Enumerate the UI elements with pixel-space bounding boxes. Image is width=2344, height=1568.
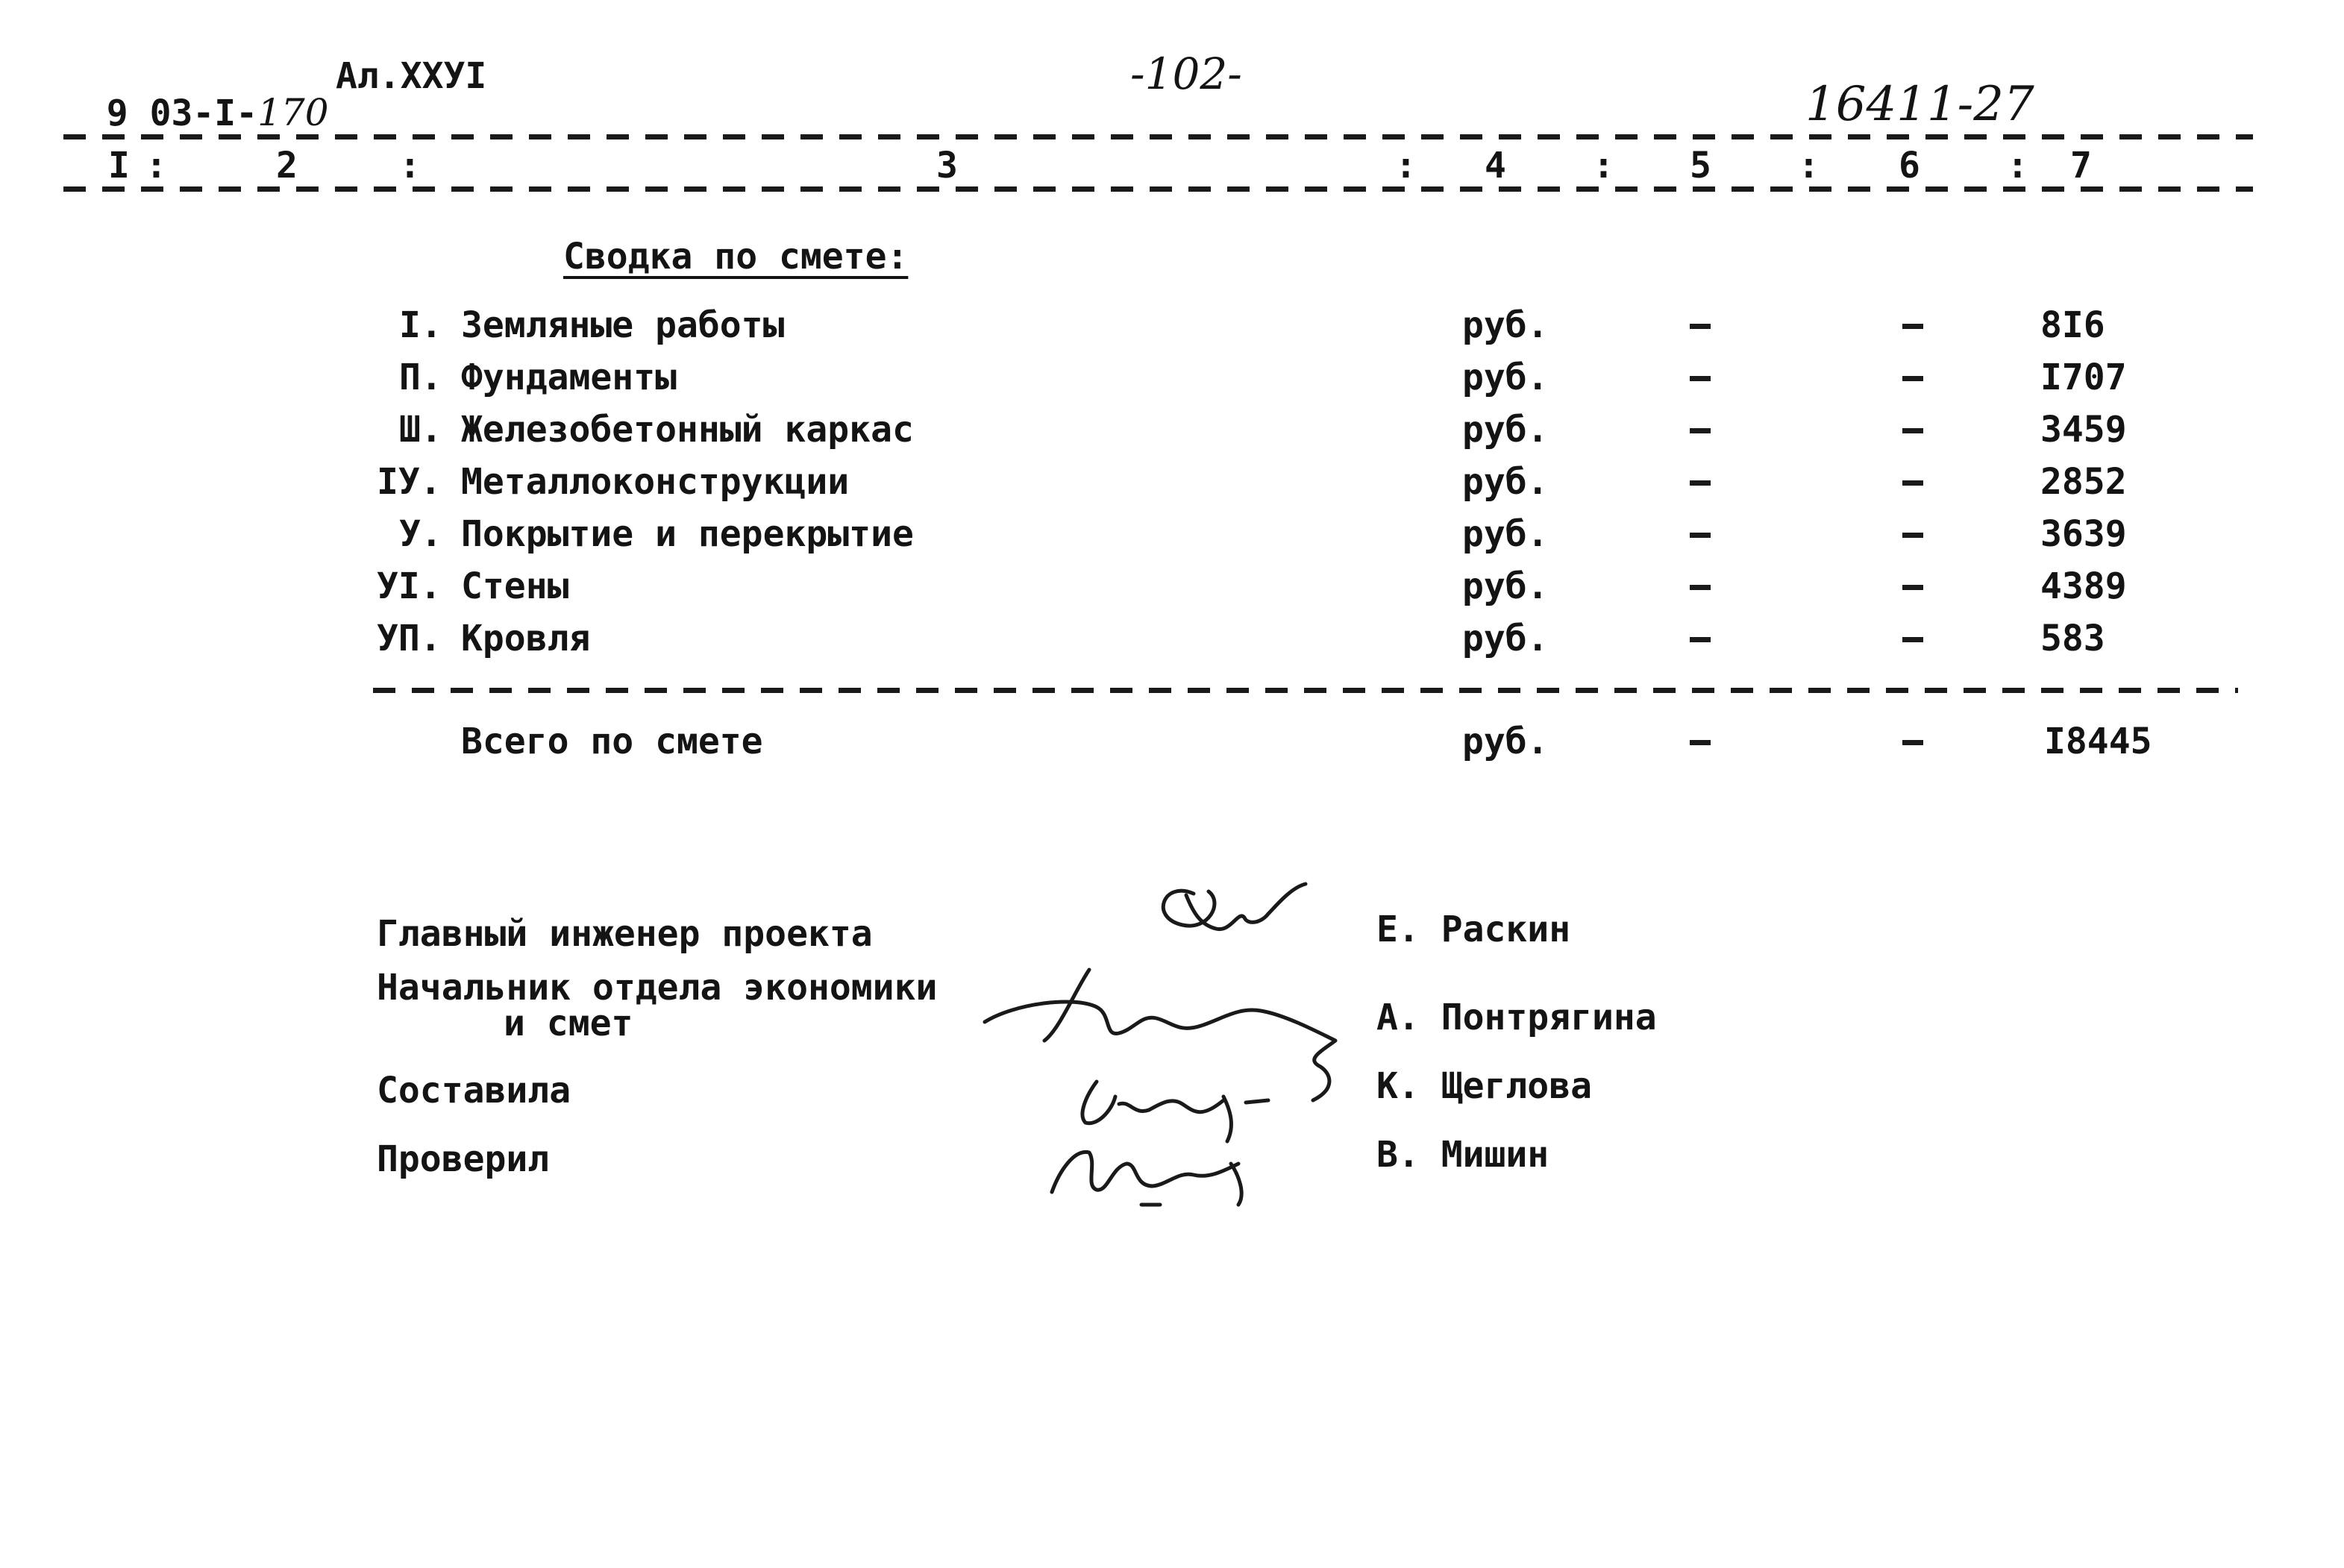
column-separator: : xyxy=(399,145,421,186)
signature-raskin xyxy=(1163,884,1306,929)
row-number: У. xyxy=(399,513,442,555)
row-name: Фундаменты xyxy=(461,357,677,398)
column-separator: : xyxy=(1593,145,1614,186)
column-separator: : xyxy=(145,145,167,186)
signatory-name: Е. Раскин xyxy=(1376,909,1571,950)
row-total: 583 xyxy=(2040,618,2105,659)
total-label: Всего по смете xyxy=(461,721,763,762)
signature-role: Проверил xyxy=(377,1138,550,1180)
document-code-handwritten: 170 xyxy=(257,91,329,134)
row-name: Металлоконструкции xyxy=(461,461,850,503)
row-number: IУ. xyxy=(377,461,442,503)
row-total: I707 xyxy=(2040,357,2127,398)
row-name: Кровля xyxy=(461,618,591,659)
signatory-name: В. Мишин xyxy=(1376,1134,1549,1176)
signature-mishin xyxy=(1052,1152,1241,1205)
row-unit: руб. xyxy=(1462,565,1549,607)
column-number-1: I xyxy=(108,145,130,186)
row-number: УI. xyxy=(377,565,442,607)
row-unit: руб. xyxy=(1462,513,1549,555)
signature-role-continued: и смет xyxy=(504,1003,633,1044)
inventory-number: 16411-27 xyxy=(1805,77,2034,132)
row-number: Ш. xyxy=(399,409,442,451)
album-number: Ал.XXУI xyxy=(336,55,487,97)
row-unit: руб. xyxy=(1462,357,1549,398)
column-separator: : xyxy=(1798,145,1820,186)
column-number-5: 5 xyxy=(1690,145,1711,186)
signatory-name: А. Понтрягина xyxy=(1376,997,1657,1038)
document-code-typed: 9 03-I- xyxy=(106,92,258,134)
page-number: -102- xyxy=(1130,48,1242,99)
signature-shcheglova xyxy=(1082,1082,1268,1141)
row-number: П. xyxy=(399,357,442,398)
total-unit: руб. xyxy=(1462,721,1549,762)
row-unit: руб. xyxy=(1462,409,1549,451)
total-value: I8445 xyxy=(2044,721,2152,762)
row-unit: руб. xyxy=(1462,618,1549,659)
signature-role: Составила xyxy=(377,1070,571,1111)
column-number-7: 7 xyxy=(2070,145,2092,186)
row-total: 8I6 xyxy=(2040,304,2105,346)
signature-role: Главный инженер проекта xyxy=(377,913,873,955)
column-separator: : xyxy=(2007,145,2028,186)
row-unit: руб. xyxy=(1462,461,1549,503)
row-unit: руб. xyxy=(1462,304,1549,346)
column-number-4: 4 xyxy=(1485,145,1506,186)
column-number-2: 2 xyxy=(276,145,298,186)
column-separator: : xyxy=(1395,145,1417,186)
summary-title: Сводка по смете: xyxy=(563,236,909,277)
row-total: 3639 xyxy=(2040,513,2127,555)
row-name: Земляные работы xyxy=(461,304,785,346)
column-number-6: 6 xyxy=(1899,145,1920,186)
row-name: Железобетонный каркас xyxy=(461,409,914,451)
signature-pontryagina xyxy=(985,970,1335,1100)
row-name: Стены xyxy=(461,565,569,607)
signature-role: Начальник отдела экономики xyxy=(377,967,938,1009)
signatory-name: К. Щеглова xyxy=(1376,1065,1592,1107)
row-total: 4389 xyxy=(2040,565,2127,607)
row-number: I. xyxy=(399,304,442,346)
row-number: УП. xyxy=(377,618,442,659)
column-number-3: 3 xyxy=(936,145,958,186)
row-total: 2852 xyxy=(2040,461,2127,503)
row-name: Покрытие и перекрытие xyxy=(461,513,914,555)
row-total: 3459 xyxy=(2040,409,2127,451)
